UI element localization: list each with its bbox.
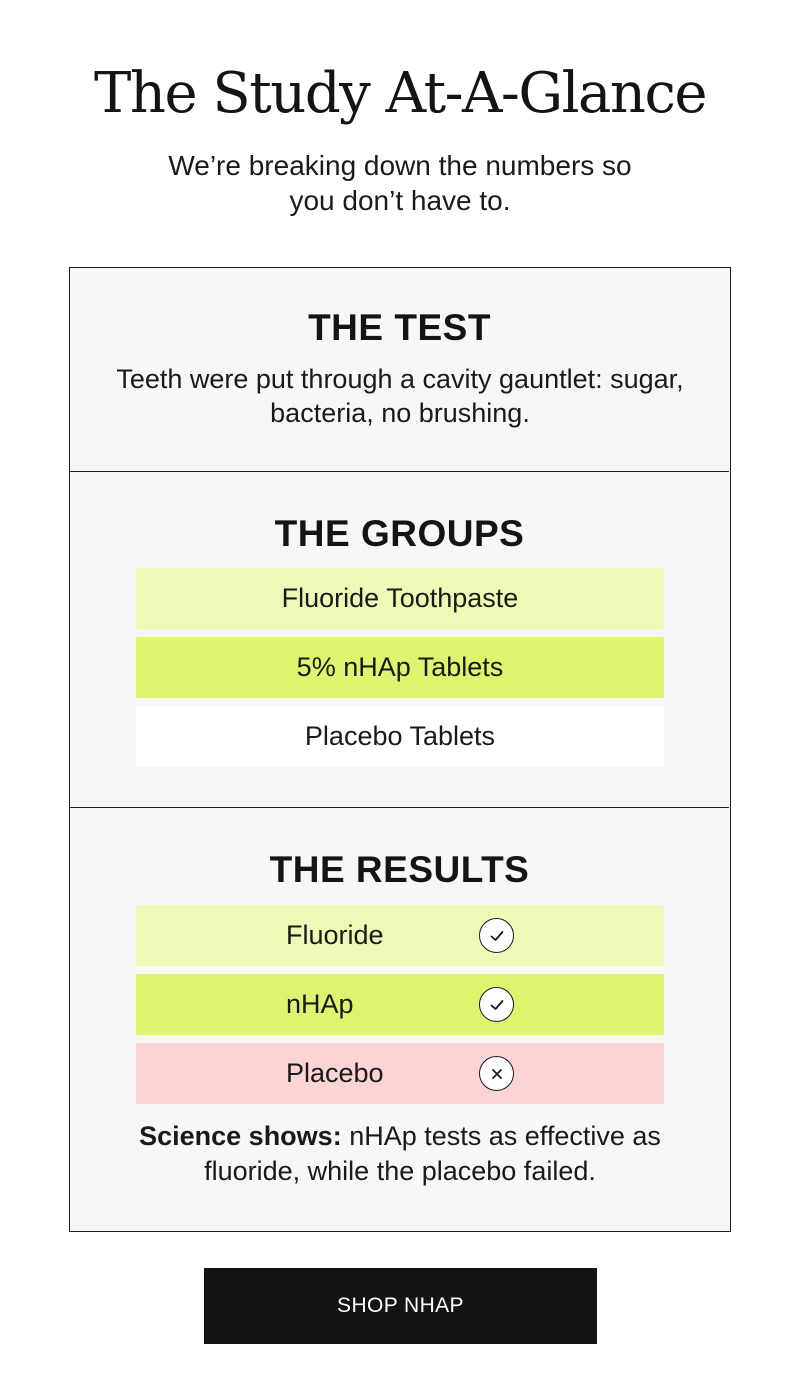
study-card [69, 267, 731, 1232]
shop-nhap-button[interactable]: SHOP NHAP [204, 1268, 597, 1344]
results-heading: THE RESULTS [269, 849, 530, 890]
results-list [136, 905, 664, 1112]
result-row-fluoride [136, 905, 664, 966]
page-subtitle: We’re breaking down the numbers so you don’t have to. [168, 150, 632, 216]
footnote-lead: Science shows: [139, 1121, 342, 1151]
group-label: Placebo Tablets [304, 721, 496, 751]
test-description: Teeth were put through a cavity gauntlet: sugar, bacteria, no brushing. [116, 364, 684, 428]
group-label: 5% nHAp Tablets [296, 652, 504, 682]
result-label: Placebo [286, 1058, 384, 1088]
group-row-fluoride [136, 568, 664, 629]
check-icon [479, 987, 514, 1022]
result-row-placebo [136, 1043, 664, 1104]
group-row-nhap [136, 637, 664, 698]
page-title: The Study At-A-Glance [94, 61, 706, 126]
groups-list [136, 568, 664, 775]
test-heading: THE TEST [308, 307, 491, 348]
check-icon [479, 918, 514, 953]
result-label: Fluoride [286, 920, 384, 950]
group-row-placebo [136, 706, 664, 767]
footnote-text: nHAp tests as effective as fluoride, while the placebo failed. [204, 1121, 661, 1186]
groups-heading: THE GROUPS [274, 513, 525, 554]
results-footnote [110, 1119, 690, 1189]
result-label: nHAp [286, 989, 354, 1019]
x-icon [479, 1056, 514, 1091]
results-section [70, 808, 729, 1230]
test-section [70, 268, 729, 472]
groups-section [70, 472, 729, 808]
result-row-nhap [136, 974, 664, 1035]
group-label: Fluoride Toothpaste [281, 583, 519, 613]
